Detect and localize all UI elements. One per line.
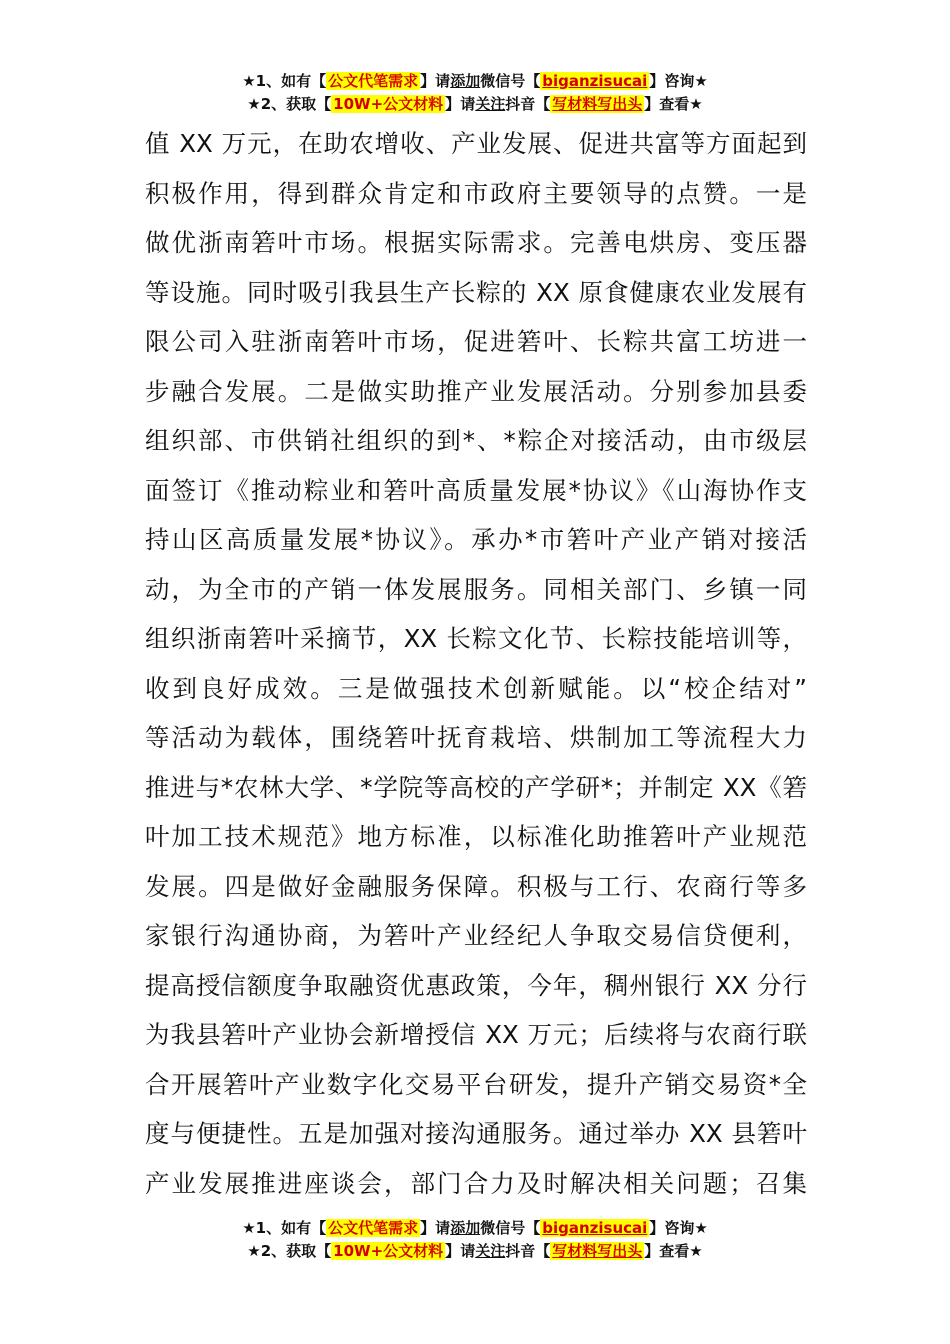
body-line: 产业发展推进座谈会，部门合力及时解决相关问题；召集 <box>145 1168 807 1198</box>
wechat-id-highlight: biganzisucai <box>542 1219 648 1237</box>
banner-text: 【 <box>316 1242 332 1260</box>
body-line: 限公司入驻浙南箬叶市场，促进箬叶、长粽共富工坊进一 <box>145 327 807 356</box>
banner-text: 抖音 <box>505 1242 536 1260</box>
body-line: 组织部、市供销社组织的到*、*粽企对接活动，由市级层 <box>145 426 807 455</box>
body-line: 组织浙南箬叶采摘节，XX 长粽文化节、长粽技能培训等， <box>145 624 807 653</box>
body-line: 发展。四是做好金融服务保障。积极与工行、农商行等多 <box>145 871 807 901</box>
banner-text: 】 <box>445 1242 461 1260</box>
body-line: 等设施。同时吸引我县生产长粽的 XX 原食健康农业发展有 <box>145 277 807 307</box>
banner-text: 查看★ <box>659 1242 703 1260</box>
banner-text: 抖音 <box>505 95 536 113</box>
body-line: 面签订《推动粽业和箬叶高质量发展*协议》《山海协作支 <box>145 475 807 505</box>
body-line: 做优浙南箬叶市场。根据实际需求。完善电烘房、变压器 <box>145 228 807 257</box>
body-line: 值 XX 万元，在助农增收、产业发展、促进共富等方面起到 <box>145 129 807 158</box>
banner-text: 【 <box>525 1219 541 1237</box>
banner-emphasis: 关注 <box>475 1242 506 1260</box>
banner-text: 请 <box>435 1219 451 1237</box>
body-line: 合开展箬叶产业数字化交易平台研发，提升产销交易资*全 <box>145 1069 807 1099</box>
body-line: 收到良好成效。三是做强技术创新赋能。以“校企结对” <box>145 673 807 703</box>
body-line: 度与便捷性。五是加强对接沟通服务。通过举办 XX 县箬叶 <box>145 1119 807 1148</box>
banner-text: 【 <box>311 72 327 90</box>
body-line: 为我县箬叶产业协会新增授信 XX 万元；后续将与农商行联 <box>145 1020 807 1049</box>
banner-emphasis: 添加 <box>450 1219 481 1237</box>
document-body <box>145 119 807 1208</box>
banner-text: ★1、如有 <box>242 72 312 90</box>
banner-text: 【 <box>525 72 541 90</box>
banner-text: ★2、获取 <box>247 1242 317 1260</box>
body-line: 家银行沟通协商，为箬叶产业经纪人争取交易信贷便利， <box>145 921 807 950</box>
banner-text: 请 <box>460 95 476 113</box>
body-line: 叶加工技术规范》地方标准，以标准化助推箬叶产业规范 <box>145 822 807 851</box>
banner-text: 】 <box>649 72 665 90</box>
banner-highlight: 公文代笔需求 <box>328 1219 419 1237</box>
body-line: 提高授信额度争取融资优惠政策，今年，稠州银行 XX 分行 <box>145 970 807 1000</box>
banner-emphasis: 关注 <box>475 95 506 113</box>
body-line: 积极作用，得到群众肯定和市政府主要领导的点赞。一是 <box>145 178 807 208</box>
banner-text: 【 <box>535 1242 551 1260</box>
banner-highlight: 10W+公文材料 <box>333 1242 444 1260</box>
body-line: 推进与*农林大学、*学院等高校的产学研*；并制定 XX《箬 <box>145 772 807 802</box>
body-line: 等活动为载体，围绕箬叶抚育栽培、烘制加工等流程大力 <box>145 723 807 752</box>
banner-emphasis: 添加 <box>450 72 481 90</box>
banner-text: 】 <box>445 95 461 113</box>
banner-text: 【 <box>311 1219 327 1237</box>
banner-line-1 <box>0 70 950 93</box>
banner-highlight: 公文代笔需求 <box>328 72 419 90</box>
banner-text: 】 <box>649 1219 665 1237</box>
banner-line-2 <box>0 93 950 116</box>
banner-text: ★2、获取 <box>247 95 317 113</box>
banner-text: 】 <box>420 72 436 90</box>
banner-line-2 <box>0 1240 950 1263</box>
body-line: 步融合发展。二是做实助推产业发展活动。分别参加县委 <box>145 376 807 406</box>
header-banner <box>0 70 950 116</box>
footer-banner <box>0 1217 950 1263</box>
banner-text: 】 <box>644 95 660 113</box>
banner-text: 咨询★ <box>664 72 708 90</box>
banner-text: 请 <box>460 1242 476 1260</box>
banner-text: 微信号 <box>480 72 526 90</box>
banner-text: ★1、如有 <box>242 1219 312 1237</box>
banner-text: 微信号 <box>480 1219 526 1237</box>
douyin-highlight: 写材料写出头 <box>552 95 643 113</box>
banner-text: 查看★ <box>659 95 703 113</box>
banner-text: 咨询★ <box>664 1219 708 1237</box>
banner-text: 【 <box>535 95 551 113</box>
banner-line-1 <box>0 1217 950 1240</box>
banner-highlight: 10W+公文材料 <box>333 95 444 113</box>
wechat-id-highlight: biganzisucai <box>542 72 648 90</box>
banner-text: 】 <box>420 1219 436 1237</box>
banner-text: 【 <box>316 95 332 113</box>
body-line: 动，为全市的产销一体发展服务。同相关部门、乡镇一同 <box>145 574 807 604</box>
douyin-highlight: 写材料写出头 <box>552 1242 643 1260</box>
body-line: 持山区高质量发展*协议》。承办*市箬叶产业产销对接活 <box>145 525 807 554</box>
banner-text: 】 <box>644 1242 660 1260</box>
banner-text: 请 <box>435 72 451 90</box>
